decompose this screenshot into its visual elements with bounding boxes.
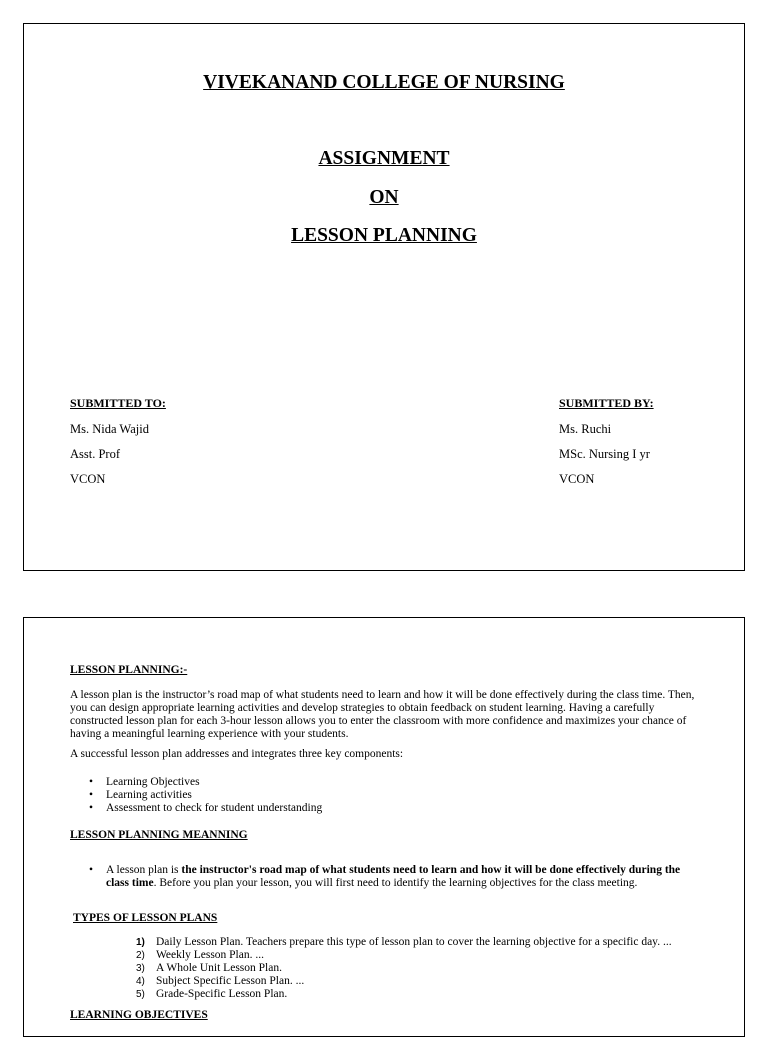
college-title: VIVEKANAND COLLEGE OF NURSING xyxy=(203,72,565,93)
submitted-to-designation: Asst. Prof xyxy=(70,447,121,461)
list-text: Weekly Lesson Plan. ... xyxy=(156,949,264,961)
content-page xyxy=(23,617,745,1037)
list-text: Daily Lesson Plan. Teachers prepare this type of lesson plan to cover the learning objective for a specific day. ... xyxy=(156,936,672,948)
submitted-by-heading: SUBMITTED BY: xyxy=(559,396,654,410)
list-number: 2) xyxy=(136,950,145,961)
list-number: 5) xyxy=(136,989,145,1000)
list-item xyxy=(106,864,704,890)
list-text: Subject Specific Lesson Plan. ... xyxy=(156,975,305,987)
submitted-to-institution: VCON xyxy=(70,472,106,486)
submitted-to-name: Ms. Nida Wajid xyxy=(70,422,149,436)
list-number: 4) xyxy=(136,976,145,987)
meaning-suffix: . Before you plan your lesson, you will first need to identify the learning objectives for the class meeting. xyxy=(153,877,638,889)
submitted-to-block xyxy=(70,396,166,497)
submitted-to-heading: SUBMITTED TO: xyxy=(70,396,166,410)
cover-page xyxy=(23,23,745,571)
list-item xyxy=(136,975,704,988)
submitted-by-name: Ms. Ruchi xyxy=(559,422,612,436)
list-item: • Learning activities xyxy=(106,789,704,802)
list-item: • Learning Objectives xyxy=(106,776,704,789)
assignment-title: ASSIGNMENT xyxy=(318,148,450,169)
list-text: Grade-Specific Lesson Plan. xyxy=(156,988,288,1000)
intro-paragraph: A lesson plan is the instructor’s road map of what students need to learn and how it will be done effectively during the class time. Then, you can design appropriate learning activities and develop strategies to obtain feedback on student learning. Having a carefully constructed lesson plan for each 3-hour lesson allows you to enter the classroom with more confidence and maximizes your chance of having a meaningful learning experience with your students. xyxy=(70,689,695,740)
list-item xyxy=(136,988,704,1001)
submitted-by-block xyxy=(559,396,654,497)
meaning-bold-text: the instructor's road map of what students need to learn and how it will be done effectively during the class time xyxy=(106,864,681,889)
lesson-planning-heading: LESSON PLANNING:- xyxy=(70,664,188,676)
list-item xyxy=(136,962,704,975)
submitted-by-institution: VCON xyxy=(559,472,595,486)
submitted-by-course: MSc. Nursing I yr xyxy=(559,447,650,461)
types-list xyxy=(136,936,704,1001)
list-text: A Whole Unit Lesson Plan. xyxy=(156,962,282,974)
list-item xyxy=(136,936,704,949)
components-intro: A successful lesson plan addresses and integrates three key components: xyxy=(70,748,404,760)
assignment-topic: LESSON PLANNING xyxy=(291,225,477,246)
list-item xyxy=(136,949,704,962)
list-item: • Assessment to check for student understanding xyxy=(106,802,704,815)
components-list xyxy=(70,776,704,815)
types-heading: TYPES OF LESSON PLANS xyxy=(73,912,218,924)
list-number: 1) xyxy=(136,937,145,948)
list-number: 3) xyxy=(136,963,145,974)
meaning-heading: LESSON PLANNING MEANNING xyxy=(70,829,248,841)
objectives-heading: LEARNING OBJECTIVES xyxy=(70,1009,208,1021)
meaning-list xyxy=(70,864,704,890)
meaning-prefix: A lesson plan is xyxy=(106,864,182,876)
assignment-on: ON xyxy=(369,187,399,208)
